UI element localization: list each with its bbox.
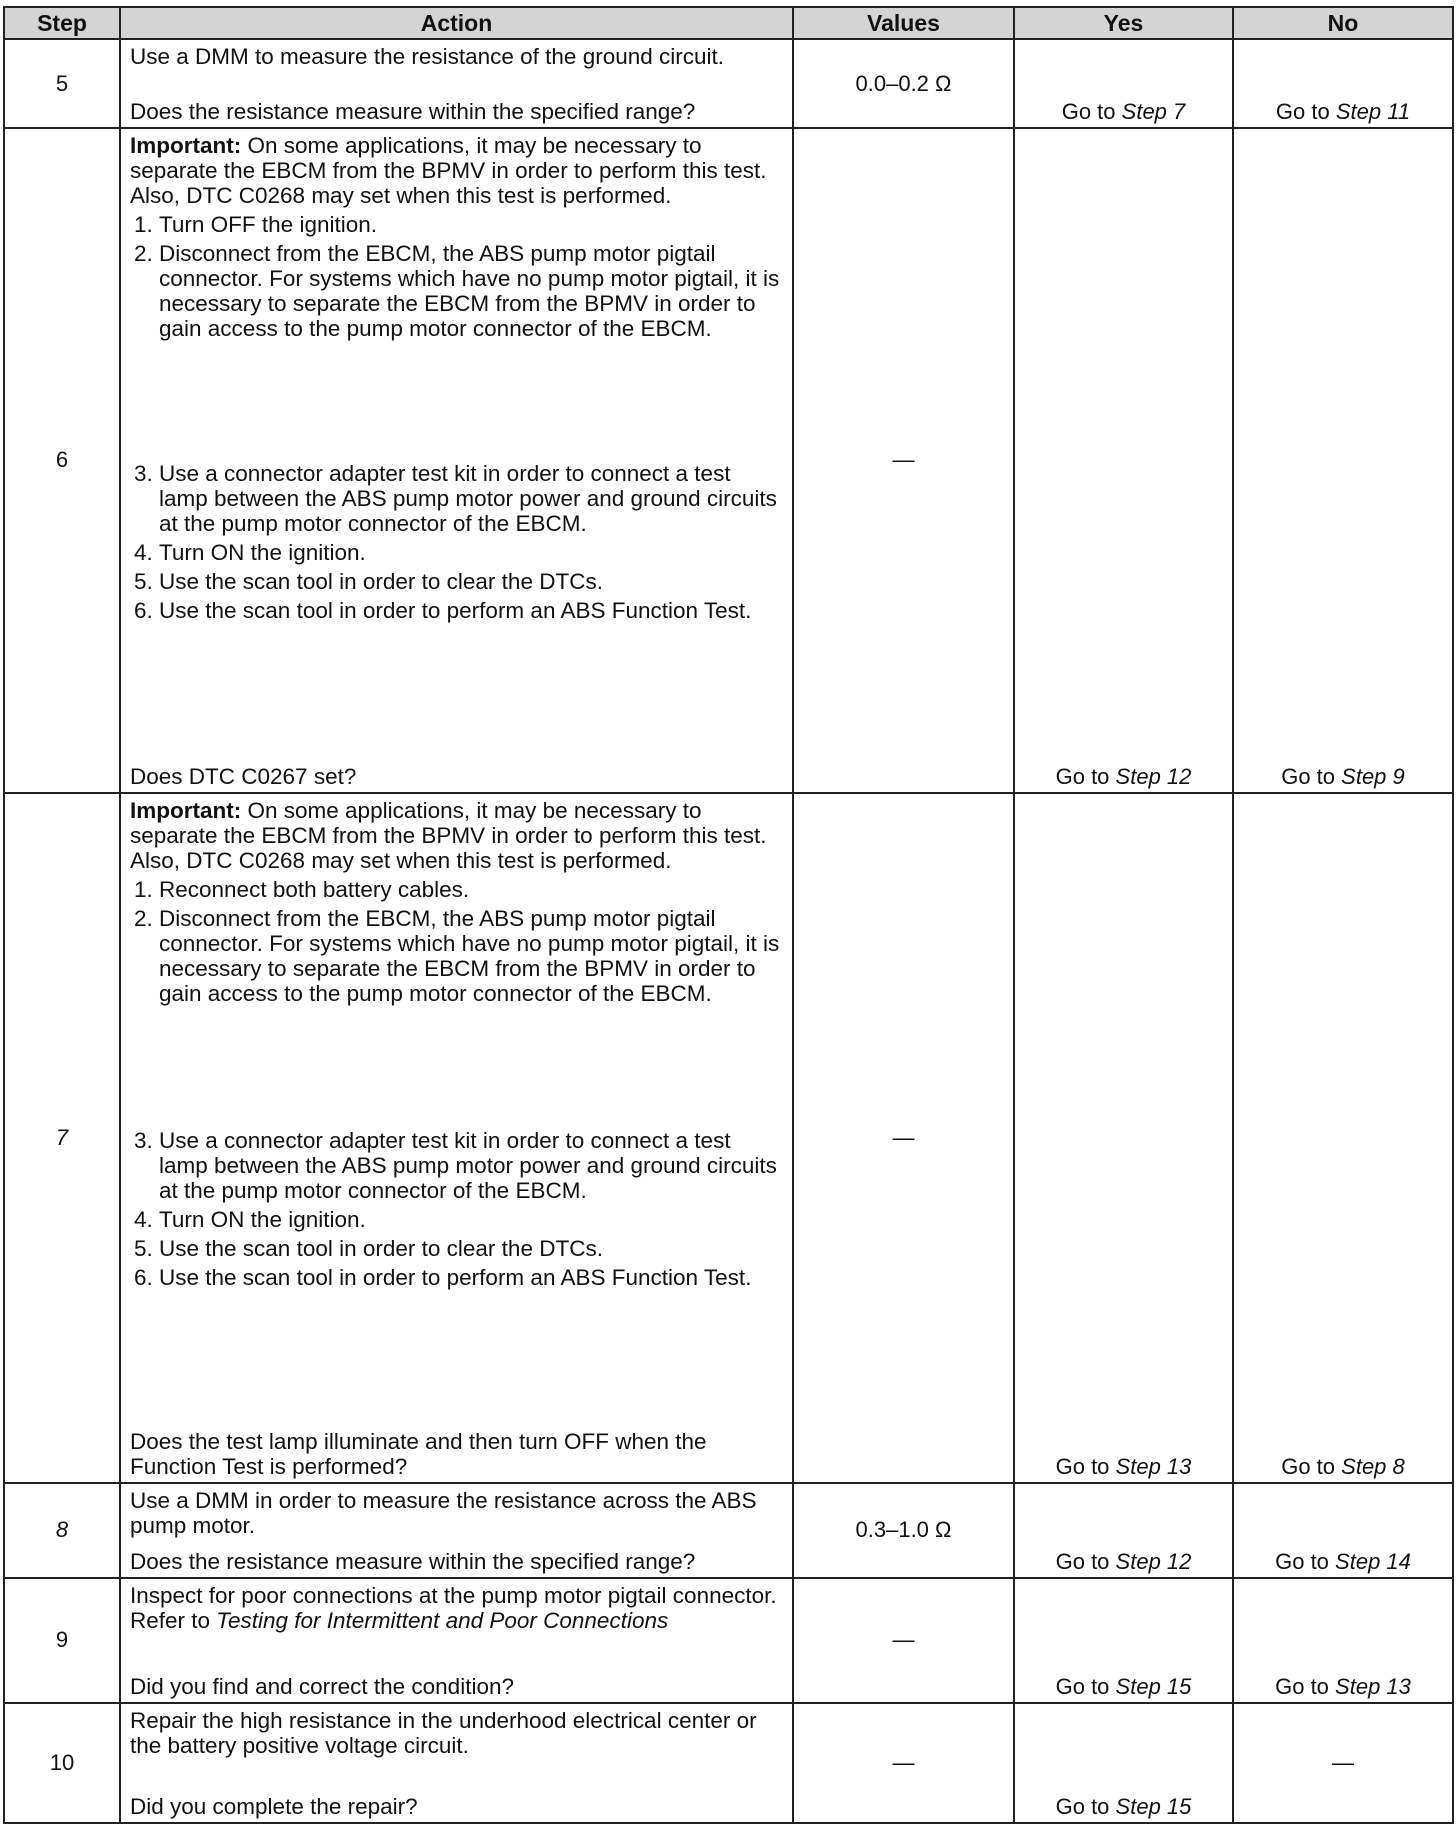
goto-label: Go to bbox=[1055, 1794, 1110, 1819]
important-text: On some applications, it may be necessary to separate the EBCM from the BPMV in order to perform this test. Also, DTC C0268 may set when this test is performed. bbox=[130, 797, 767, 873]
action-text-block bbox=[130, 1583, 784, 1674]
step-list bbox=[130, 1128, 784, 1294]
important-note bbox=[130, 798, 784, 873]
action-cell bbox=[120, 39, 793, 128]
yes-cell bbox=[1014, 1703, 1233, 1823]
action-cell bbox=[120, 793, 793, 1483]
goto-label: Go to bbox=[1275, 99, 1330, 125]
yes-step-link[interactable]: Step 15 bbox=[1115, 1673, 1192, 1699]
no-cell bbox=[1233, 1483, 1453, 1578]
header-row bbox=[4, 7, 1453, 39]
value-cell: — bbox=[793, 1578, 1014, 1703]
important-note bbox=[130, 133, 784, 208]
goto-label: Go to bbox=[1055, 763, 1110, 789]
action-question: Did you find and correct the condition? bbox=[130, 1673, 514, 1699]
table-row bbox=[4, 1703, 1453, 1823]
header-step: Step bbox=[4, 7, 120, 39]
no-cell: — bbox=[1233, 1703, 1453, 1823]
step-number: 8 bbox=[4, 1483, 120, 1578]
no-step-link[interactable]: Step 13 bbox=[1335, 1673, 1411, 1699]
list-item: 3. Use a connector adapter test kit in order to connect a test lamp between the ABS pump motor power and ground circuits at the pump motor connector of the EBCM. bbox=[159, 461, 784, 536]
list-item: 5. Use the scan tool in order to clear the DTCs. bbox=[159, 569, 784, 594]
header-no: No bbox=[1233, 7, 1453, 39]
important-label: Important: bbox=[130, 133, 242, 159]
goto-label: Go to bbox=[1055, 1548, 1110, 1574]
action-cell bbox=[120, 1578, 793, 1703]
list-item: 5. Use the scan tool in order to clear the DTCs. bbox=[159, 1236, 784, 1261]
yes-cell bbox=[1014, 128, 1233, 793]
header-action: Action bbox=[120, 7, 793, 39]
table-row bbox=[4, 1578, 1453, 1703]
goto-label: Go to bbox=[1281, 1453, 1336, 1479]
list-item: 1. Turn OFF the ignition. bbox=[159, 212, 784, 237]
action-cell bbox=[120, 1483, 793, 1578]
step-list bbox=[130, 212, 784, 345]
action-text: Use a DMM to measure the resistance of the ground circuit. bbox=[130, 44, 725, 70]
goto-label: Go to bbox=[1275, 1673, 1329, 1699]
header-yes: Yes bbox=[1014, 7, 1233, 39]
goto-label: Go to bbox=[1281, 763, 1336, 789]
step-list bbox=[130, 877, 784, 1010]
step-number: 6 bbox=[4, 128, 120, 793]
action-question: Did you complete the repair? bbox=[130, 1794, 418, 1819]
goto-label: Go to bbox=[1055, 1453, 1110, 1479]
action-cell bbox=[120, 128, 793, 793]
yes-cell bbox=[1014, 1483, 1233, 1578]
value-cell: — bbox=[793, 128, 1014, 793]
no-step-link[interactable]: Step 8 bbox=[1341, 1453, 1405, 1479]
list-item: 2. Disconnect from the EBCM, the ABS pump motor pigtail connector. For systems which have no pump motor pigtail, it is necessary to separate the EBCM from the BPMV in order to gain access to the pump motor connector of the EBCM. bbox=[159, 906, 784, 1006]
list-item: 2. Disconnect from the EBCM, the ABS pump motor pigtail connector. For systems which have no pump motor pigtail, it is necessary to separate the EBCM from the BPMV in order to gain access to the pump motor connector of the EBCM. bbox=[159, 241, 784, 341]
list-item: 4. Turn ON the ignition. bbox=[159, 1207, 784, 1232]
action-question: Does the resistance measure within the specified range? bbox=[130, 1548, 696, 1574]
action-text: Inspect for poor connections at the pump motor pigtail connector. Refer to bbox=[130, 1582, 777, 1633]
list-item: 4. Turn ON the ignition. bbox=[159, 540, 784, 565]
no-step-link[interactable]: Step 11 bbox=[1335, 99, 1411, 125]
yes-step-link[interactable]: Step 13 bbox=[1115, 1453, 1192, 1479]
header-values: Values bbox=[793, 7, 1014, 39]
no-cell bbox=[1233, 39, 1453, 128]
yes-step-link[interactable]: Step 12 bbox=[1115, 1548, 1192, 1574]
list-item: 3. Use a connector adapter test kit in order to connect a test lamp between the ABS pump motor power and ground circuits at the pump motor connector of the EBCM. bbox=[159, 1128, 784, 1203]
no-cell bbox=[1233, 128, 1453, 793]
step-list bbox=[130, 461, 784, 627]
list-item: 6. Use the scan tool in order to perform an ABS Function Test. bbox=[159, 598, 784, 623]
value-cell: 0.3–1.0 Ω bbox=[793, 1483, 1014, 1578]
action-question: Does DTC C0267 set? bbox=[130, 763, 357, 789]
action-text: Use a DMM in order to measure the resistance across the ABS pump motor. bbox=[130, 1487, 757, 1538]
table-row bbox=[4, 39, 1453, 128]
goto-label: Go to bbox=[1055, 1673, 1110, 1699]
no-cell bbox=[1233, 1578, 1453, 1703]
table-row bbox=[4, 1483, 1453, 1578]
value-cell: 0.0–0.2 Ω bbox=[793, 39, 1014, 128]
list-item: 6. Use the scan tool in order to perform an ABS Function Test. bbox=[159, 1265, 784, 1290]
step-number: 7 bbox=[4, 793, 120, 1483]
important-text: On some applications, it may be necessary to separate the EBCM from the BPMV in order to perform this test. Also, DTC C0268 may set when this test is performed. bbox=[130, 133, 767, 209]
no-cell bbox=[1233, 793, 1453, 1483]
action-cell bbox=[120, 1703, 793, 1823]
step-number: 9 bbox=[4, 1578, 120, 1703]
step-number: 5 bbox=[4, 39, 120, 128]
value-cell: — bbox=[793, 1703, 1014, 1823]
goto-label: Go to bbox=[1275, 1548, 1329, 1574]
yes-cell bbox=[1014, 1578, 1233, 1703]
yes-step-link[interactable]: Step 15 bbox=[1115, 1794, 1192, 1819]
goto-label: Go to bbox=[1061, 99, 1116, 125]
no-step-link[interactable]: Step 9 bbox=[1341, 763, 1405, 789]
yes-step-link[interactable]: Step 7 bbox=[1121, 99, 1186, 125]
reference-link[interactable]: Testing for Intermittent and Poor Connections bbox=[216, 1607, 669, 1633]
table-row bbox=[4, 793, 1453, 1483]
no-step-link[interactable]: Step 14 bbox=[1335, 1548, 1411, 1574]
diagnostic-table bbox=[3, 6, 1454, 1824]
yes-cell bbox=[1014, 793, 1233, 1483]
yes-cell bbox=[1014, 39, 1233, 128]
value-cell: — bbox=[793, 793, 1014, 1483]
action-question: Does the test lamp illuminate and then turn OFF when the Function Test is performed? bbox=[130, 1428, 707, 1479]
important-label: Important: bbox=[130, 797, 242, 823]
yes-step-link[interactable]: Step 12 bbox=[1115, 763, 1192, 789]
table-row bbox=[4, 128, 1453, 793]
action-text: Repair the high resistance in the underhood electrical center or the battery positive voltage circuit. bbox=[130, 1707, 757, 1758]
step-number: 10 bbox=[4, 1703, 120, 1823]
action-question: Does the resistance measure within the specified range? bbox=[130, 99, 696, 125]
list-item: 1. Reconnect both battery cables. bbox=[159, 877, 784, 902]
